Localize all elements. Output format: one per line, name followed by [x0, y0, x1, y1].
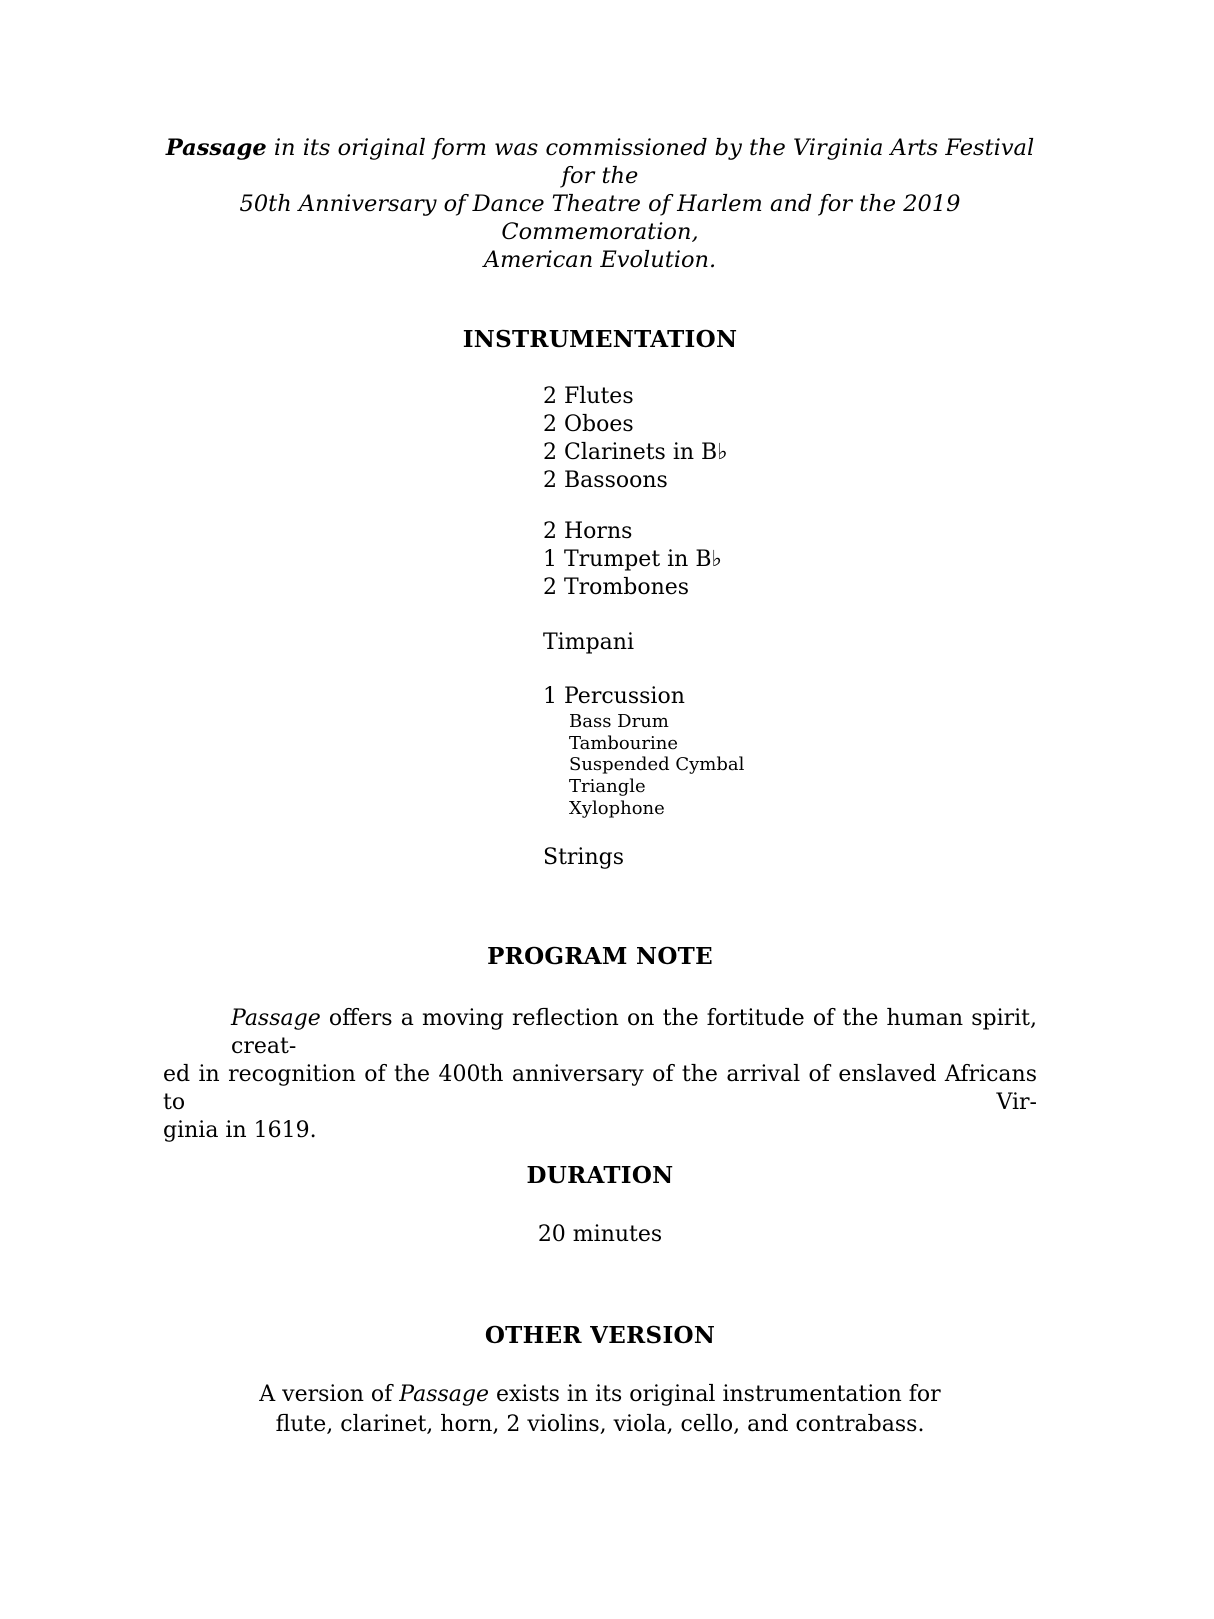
percussion-item: Xylophone [569, 797, 665, 819]
brass-group [543, 518, 722, 602]
program-note-heading: PROGRAM NOTE [487, 943, 713, 970]
other-version-heading: OTHER VERSION [484, 1322, 716, 1349]
program-note-line: ginia in 1619. [163, 1118, 317, 1143]
program-note-line-text: offers a moving reflection on the fortitude of the human spirit, creat- [231, 1006, 1037, 1059]
work-title: Passage [231, 1006, 321, 1031]
instrument-item: 2 Clarinets in B♭ [543, 440, 728, 465]
percussion-label: 1 Percussion [543, 684, 685, 709]
other-version-line: flute, clarinet, horn, 2 violins, viola, cello, and contrabass. [275, 1412, 925, 1437]
timpani-item: Timpani [543, 630, 634, 655]
instrument-item: 1 Trumpet in B♭ [543, 547, 722, 572]
duration-value: 20 minutes [537, 1222, 663, 1247]
percussion-item: Bass Drum [569, 711, 669, 732]
percussion-item: Tambourine [569, 732, 678, 754]
other-version-line [163, 1380, 1037, 1410]
work-title: Passage [165, 135, 267, 161]
commission-note [163, 134, 1037, 274]
other-version-note [163, 1380, 1037, 1440]
commission-line [163, 134, 1037, 190]
instrument-item: 2 Trombones [543, 575, 690, 600]
instrument-item: 2 Horns [543, 519, 633, 544]
commission-line: American Evolution. [483, 247, 717, 273]
work-title: Passage [399, 1382, 489, 1407]
other-version-line-text: exists in its original instrumentation for [489, 1382, 941, 1407]
strings-item: Strings [543, 845, 625, 870]
percussion-item: Triangle [569, 776, 646, 798]
woodwinds-group [543, 383, 728, 495]
commission-line-text: in its original form was commissioned by the Virginia Arts Festival for the [266, 135, 1035, 189]
instrument-item: 2 Oboes [543, 412, 634, 437]
instrumentation-heading: INSTRUMENTATION [462, 326, 738, 353]
program-note-line: ed in recognition of the 400th anniversary of the arrival of enslaved Africans to Vir- [163, 1062, 1037, 1115]
instrument-item: 2 Bassoons [543, 468, 668, 493]
percussion-sublist [569, 711, 744, 820]
program-note-line [163, 1005, 1037, 1061]
program-note-paragraph [163, 1005, 1037, 1145]
duration-heading: DURATION [526, 1162, 674, 1189]
percussion-group [543, 683, 744, 820]
percussion-item: Suspended Cymbal [569, 754, 745, 776]
commission-line: 50th Anniversary of Dance Theatre of Harlem and for the 2019 Commemoration, [239, 191, 961, 245]
instrument-item: 2 Flutes [543, 384, 634, 409]
other-version-line-text: A version of [259, 1382, 400, 1407]
